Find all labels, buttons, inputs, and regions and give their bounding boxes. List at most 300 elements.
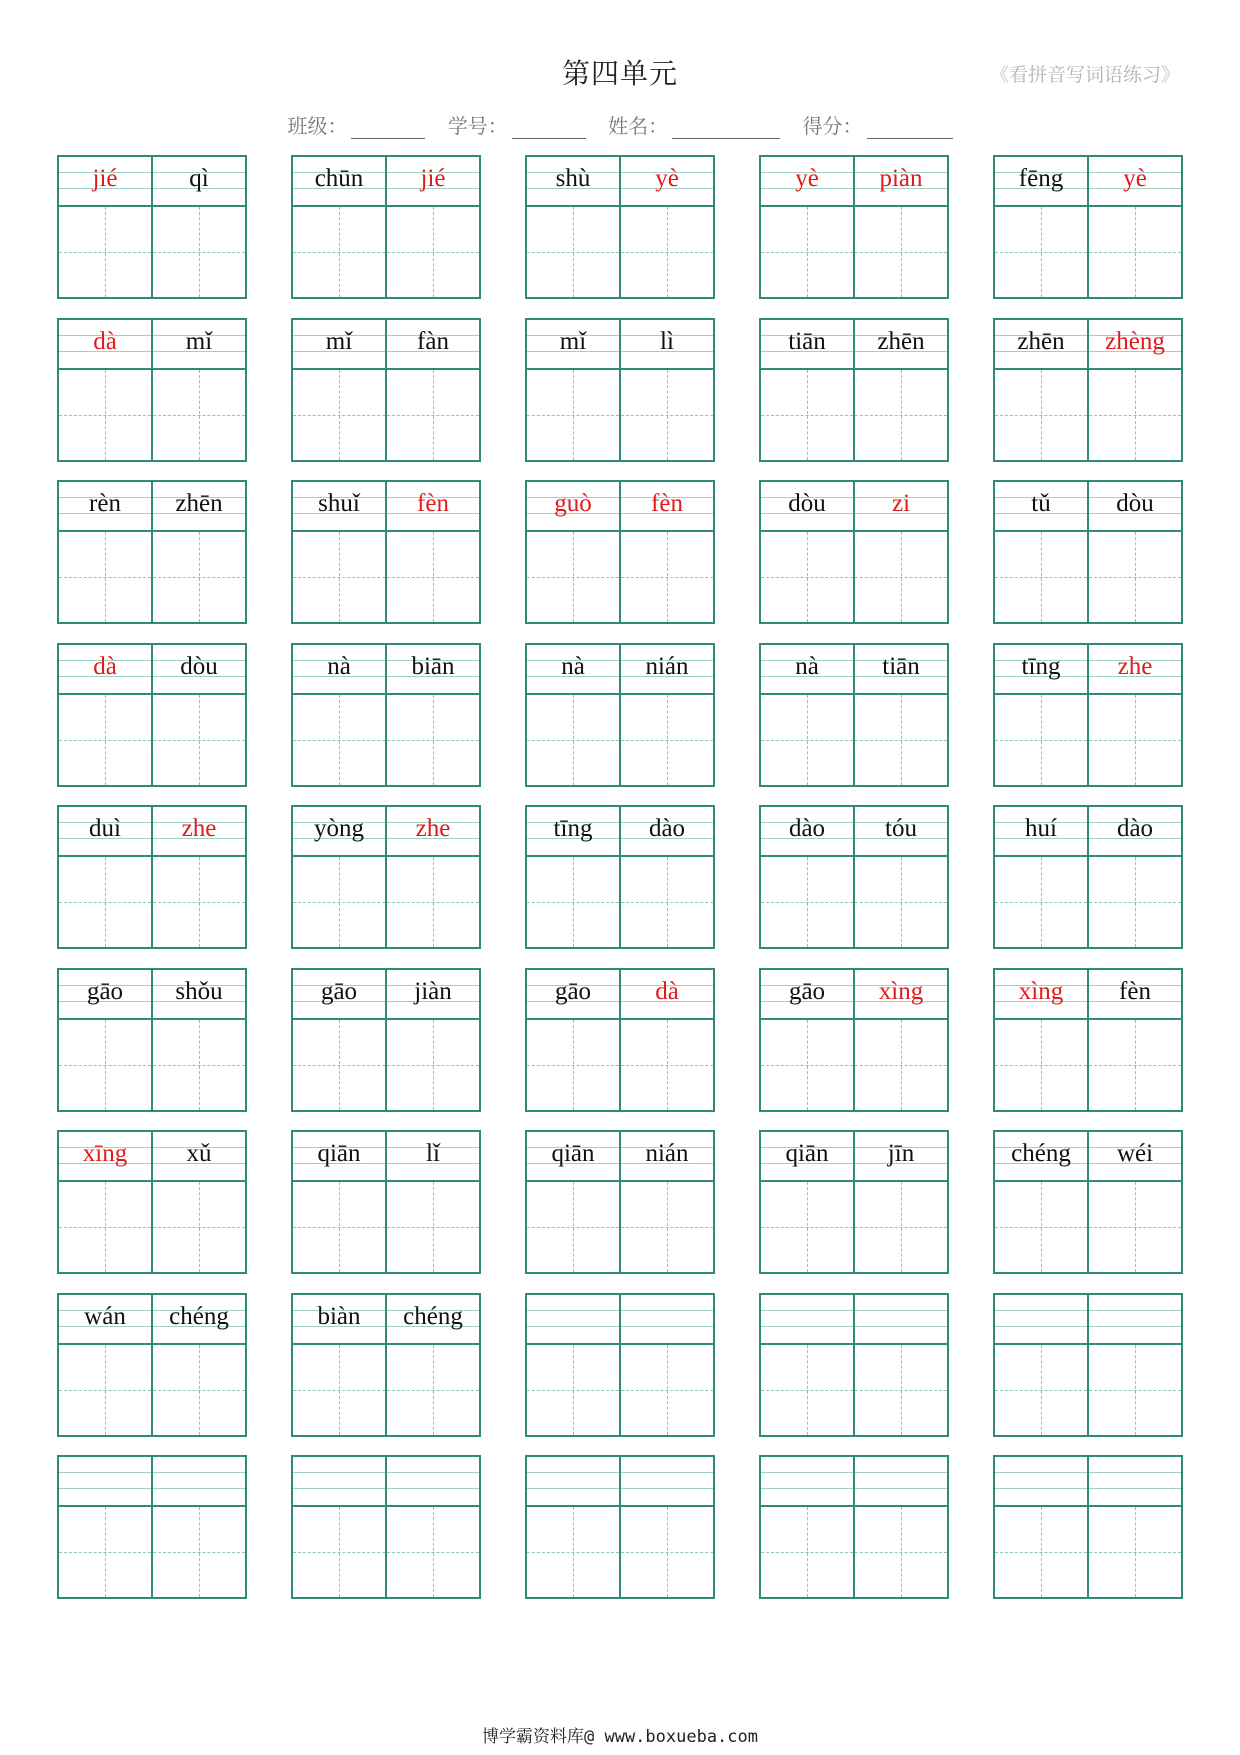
pinyin-band [59, 1132, 245, 1182]
pinyin-syllable [293, 1132, 385, 1180]
pinyin-syllable [761, 1132, 853, 1180]
pinyin-syllable [527, 1295, 619, 1343]
pinyin-text: shuǐ [318, 490, 360, 517]
character-writing-box[interactable] [853, 1020, 947, 1110]
name-field[interactable] [608, 110, 780, 139]
pinyin-text: yè [655, 165, 679, 192]
pinyin-writing-grid [57, 155, 1183, 1599]
pinyin-text: nà [327, 652, 351, 680]
character-writing-box[interactable] [995, 857, 1087, 947]
pinyin-text: tīng [553, 815, 593, 842]
word-cell [525, 1130, 715, 1274]
character-band [995, 857, 1181, 947]
student-number-field[interactable] [448, 110, 586, 139]
character-writing-box[interactable] [59, 857, 151, 947]
pinyin-band [527, 1132, 713, 1182]
pinyin-syllable [853, 807, 947, 855]
pinyin-text: dào [788, 815, 826, 842]
pinyin-text: duì [89, 815, 121, 842]
class-blank[interactable] [351, 118, 425, 139]
pinyin-band [59, 970, 245, 1020]
character-writing-box[interactable] [151, 370, 245, 460]
name-blank[interactable] [672, 118, 780, 139]
character-writing-box[interactable] [293, 532, 385, 622]
pinyin-band [995, 645, 1181, 695]
word-cell [759, 480, 949, 624]
character-writing-box[interactable] [761, 1020, 853, 1110]
pinyin-syllable [619, 482, 713, 530]
word-cell [759, 1455, 949, 1599]
pinyin-syllable [385, 1457, 479, 1505]
pinyin-band [995, 1457, 1181, 1507]
word-cell [993, 1293, 1183, 1437]
character-writing-box[interactable] [385, 695, 479, 785]
pinyin-syllable [995, 1457, 1087, 1505]
character-writing-box[interactable] [1087, 1345, 1181, 1435]
footer-watermark: 博学霸资料库@ www.boxueba.com [482, 1727, 758, 1747]
pinyin-text: fēng [1018, 165, 1064, 192]
pinyin-band [293, 1295, 479, 1345]
pinyin-text: tīng [1021, 652, 1061, 680]
pinyin-syllable [293, 807, 385, 855]
character-writing-box[interactable] [853, 370, 947, 460]
word-cell [57, 968, 247, 1112]
character-writing-box[interactable] [59, 1507, 151, 1597]
pinyin-band [995, 1295, 1181, 1345]
word-cell [291, 1293, 481, 1437]
character-writing-box[interactable] [59, 370, 151, 460]
character-writing-box[interactable] [293, 370, 385, 460]
pinyin-syllable [293, 1295, 385, 1343]
pinyin-text: fèn [1119, 977, 1151, 1005]
character-writing-box[interactable] [619, 1182, 713, 1272]
character-writing-box[interactable] [385, 1345, 479, 1435]
pinyin-text: dào [648, 815, 686, 842]
character-writing-box[interactable] [853, 207, 947, 297]
pinyin-band [761, 1295, 947, 1345]
word-cell [525, 968, 715, 1112]
character-band [527, 1345, 713, 1435]
character-band [527, 1182, 713, 1272]
character-band [527, 695, 713, 785]
pinyin-text: zhe [181, 815, 217, 842]
character-writing-box[interactable] [761, 370, 853, 460]
pinyin-text: jié [92, 165, 118, 192]
character-writing-box[interactable] [761, 207, 853, 297]
pinyin-syllable [151, 320, 245, 368]
word-cell [57, 480, 247, 624]
pinyin-band [995, 970, 1181, 1020]
pinyin-band [527, 157, 713, 207]
word-cell [291, 1130, 481, 1274]
character-writing-box[interactable] [151, 1182, 245, 1272]
pinyin-text: mǐ [185, 327, 213, 355]
pinyin-syllable [1087, 970, 1181, 1018]
character-writing-box[interactable] [853, 695, 947, 785]
pinyin-syllable [761, 1295, 853, 1343]
character-writing-box[interactable] [995, 1182, 1087, 1272]
character-writing-box[interactable] [853, 1182, 947, 1272]
character-band [995, 370, 1181, 460]
pinyin-text: biàn [317, 1302, 361, 1330]
score-label: 得分： [802, 114, 863, 138]
character-writing-box[interactable] [151, 1507, 245, 1597]
character-writing-box[interactable] [293, 1020, 385, 1110]
pinyin-band [527, 482, 713, 532]
character-writing-box[interactable] [1087, 695, 1181, 785]
character-writing-box[interactable] [151, 1020, 245, 1110]
pinyin-syllable [59, 482, 151, 530]
character-band [761, 532, 947, 622]
character-band [761, 857, 947, 947]
word-cell [57, 805, 247, 949]
pinyin-text: tóu [885, 815, 917, 842]
character-writing-box[interactable] [995, 207, 1087, 297]
character-writing-box[interactable] [527, 370, 619, 460]
character-writing-box[interactable] [1087, 857, 1181, 947]
character-band [761, 695, 947, 785]
character-writing-box[interactable] [527, 1020, 619, 1110]
pinyin-syllable [151, 1295, 245, 1343]
character-writing-box[interactable] [1087, 1507, 1181, 1597]
pinyin-syllable [527, 807, 619, 855]
pinyin-syllable [995, 1132, 1087, 1180]
pinyin-text: gāo [320, 977, 358, 1005]
character-band [761, 370, 947, 460]
character-band [59, 370, 245, 460]
word-cell [993, 1130, 1183, 1274]
pinyin-text: tiān [882, 652, 920, 680]
character-writing-box[interactable] [151, 532, 245, 622]
character-writing-box[interactable] [527, 1182, 619, 1272]
character-writing-box[interactable] [527, 532, 619, 622]
character-writing-box[interactable] [59, 1020, 151, 1110]
pinyin-syllable [527, 320, 619, 368]
character-band [293, 207, 479, 297]
character-band [995, 532, 1181, 622]
pinyin-text: zhēn [1017, 327, 1065, 355]
pinyin-syllable [527, 482, 619, 530]
character-writing-box[interactable] [385, 207, 479, 297]
pinyin-text: wán [84, 1302, 126, 1330]
page-title: 第四单元 [561, 57, 678, 90]
character-writing-box[interactable] [59, 1182, 151, 1272]
pinyin-text: tǔ [1031, 490, 1051, 517]
word-cell [993, 480, 1183, 624]
character-writing-box[interactable] [853, 1345, 947, 1435]
pinyin-syllable [293, 157, 385, 205]
character-writing-box[interactable] [59, 532, 151, 622]
pinyin-syllable [385, 645, 479, 693]
pinyin-syllable [853, 320, 947, 368]
character-writing-box[interactable] [995, 1020, 1087, 1110]
character-writing-box[interactable] [619, 207, 713, 297]
character-writing-box[interactable] [151, 857, 245, 947]
pinyin-band [293, 320, 479, 370]
pinyin-syllable [527, 1132, 619, 1180]
character-writing-box[interactable] [151, 207, 245, 297]
word-cell [57, 318, 247, 462]
pinyin-syllable [995, 1295, 1087, 1343]
character-writing-box[interactable] [293, 1345, 385, 1435]
character-writing-box[interactable] [293, 1182, 385, 1272]
pinyin-syllable [619, 1295, 713, 1343]
character-writing-box[interactable] [619, 370, 713, 460]
character-writing-box[interactable] [527, 1507, 619, 1597]
word-cell [993, 805, 1183, 949]
character-writing-box[interactable] [619, 1345, 713, 1435]
character-writing-box[interactable] [59, 207, 151, 297]
character-writing-box[interactable] [385, 370, 479, 460]
word-cell [525, 643, 715, 787]
pinyin-band [527, 807, 713, 857]
character-writing-box[interactable] [527, 207, 619, 297]
character-writing-box[interactable] [385, 1182, 479, 1272]
character-writing-box[interactable] [385, 1020, 479, 1110]
pinyin-syllable [761, 1457, 853, 1505]
pinyin-text: mǐ [325, 327, 353, 355]
pinyin-band [59, 807, 245, 857]
character-band [59, 532, 245, 622]
character-writing-box[interactable] [59, 1345, 151, 1435]
score-field[interactable] [803, 110, 953, 139]
pinyin-text: zhēn [175, 490, 223, 517]
pinyin-syllable [151, 482, 245, 530]
pinyin-syllable [619, 320, 713, 368]
character-band [995, 207, 1181, 297]
pinyin-syllable [619, 157, 713, 205]
pinyin-band [995, 482, 1181, 532]
pinyin-syllable [761, 970, 853, 1018]
pinyin-text: jiàn [414, 977, 452, 1005]
character-writing-box[interactable] [59, 695, 151, 785]
character-writing-box[interactable] [853, 1507, 947, 1597]
pinyin-text: shǒu [175, 977, 223, 1005]
pinyin-syllable [853, 482, 947, 530]
pinyin-syllable [853, 970, 947, 1018]
pinyin-band [527, 645, 713, 695]
pinyin-text: piàn [879, 165, 923, 192]
word-cell [57, 1293, 247, 1437]
word-cell [759, 805, 949, 949]
character-writing-box[interactable] [385, 857, 479, 947]
character-writing-box[interactable] [995, 532, 1087, 622]
pinyin-syllable [995, 807, 1087, 855]
word-cell [57, 155, 247, 299]
character-writing-box[interactable] [995, 1507, 1087, 1597]
character-writing-box[interactable] [1087, 1182, 1181, 1272]
pinyin-syllable [59, 1457, 151, 1505]
pinyin-band [59, 157, 245, 207]
grid-row [57, 643, 1183, 787]
word-cell [993, 968, 1183, 1112]
pinyin-text: qiān [785, 1140, 829, 1167]
pinyin-band [59, 1457, 245, 1507]
pinyin-text: dà [655, 977, 679, 1005]
student-info-line [0, 110, 1240, 139]
pinyin-text: gāo [86, 977, 124, 1005]
word-cell [291, 155, 481, 299]
character-writing-box[interactable] [527, 695, 619, 785]
character-writing-box[interactable] [853, 532, 947, 622]
pinyin-band [527, 1295, 713, 1345]
pinyin-syllable [527, 645, 619, 693]
pinyin-band [527, 320, 713, 370]
character-band [59, 1507, 245, 1597]
pinyin-band [761, 1457, 947, 1507]
pinyin-text: xìng [1018, 977, 1064, 1005]
student-number-blank[interactable] [512, 118, 586, 139]
pinyin-syllable [619, 807, 713, 855]
word-cell [291, 968, 481, 1112]
character-writing-box[interactable] [293, 695, 385, 785]
character-writing-box[interactable] [761, 1182, 853, 1272]
word-cell [993, 155, 1183, 299]
pinyin-text: dòu [1116, 490, 1154, 517]
class-field[interactable] [287, 110, 425, 139]
word-cell [525, 1293, 715, 1437]
character-writing-box[interactable] [293, 1507, 385, 1597]
grid-row [57, 968, 1183, 1112]
character-writing-box[interactable] [151, 695, 245, 785]
character-writing-box[interactable] [995, 1345, 1087, 1435]
pinyin-text: dà [93, 327, 117, 355]
word-cell [759, 155, 949, 299]
pinyin-syllable [995, 482, 1087, 530]
character-band [59, 695, 245, 785]
pinyin-syllable [853, 1457, 947, 1505]
character-band [761, 207, 947, 297]
pinyin-band [527, 1457, 713, 1507]
character-band [59, 1182, 245, 1272]
pinyin-syllable [1087, 1457, 1181, 1505]
pinyin-syllable [385, 970, 479, 1018]
word-cell [525, 480, 715, 624]
pinyin-text: dào [1116, 815, 1154, 842]
character-writing-box[interactable] [527, 1345, 619, 1435]
word-cell [759, 318, 949, 462]
pinyin-syllable [59, 645, 151, 693]
pinyin-text: zhēn [877, 327, 925, 355]
word-cell [525, 318, 715, 462]
character-writing-box[interactable] [151, 1345, 245, 1435]
character-writing-box[interactable] [761, 1507, 853, 1597]
pinyin-text: chéng [169, 1302, 229, 1330]
character-writing-box[interactable] [385, 532, 479, 622]
pinyin-syllable [293, 482, 385, 530]
word-cell [57, 1130, 247, 1274]
pinyin-syllable [619, 1457, 713, 1505]
pinyin-text: nà [561, 652, 585, 680]
pinyin-syllable [385, 320, 479, 368]
pinyin-text: biān [411, 652, 455, 680]
character-writing-box[interactable] [619, 695, 713, 785]
pinyin-syllable [59, 970, 151, 1018]
character-writing-box[interactable] [995, 695, 1087, 785]
character-writing-box[interactable] [1087, 1020, 1181, 1110]
pinyin-band [995, 1132, 1181, 1182]
pinyin-text: dòu [180, 652, 218, 680]
word-cell [525, 155, 715, 299]
pinyin-band [761, 157, 947, 207]
pinyin-band [995, 807, 1181, 857]
character-band [293, 695, 479, 785]
pinyin-text: jié [420, 165, 446, 192]
character-writing-box[interactable] [995, 370, 1087, 460]
character-writing-box[interactable] [293, 857, 385, 947]
character-writing-box[interactable] [853, 857, 947, 947]
pinyin-syllable [1087, 1132, 1181, 1180]
pinyin-text: chéng [1011, 1140, 1071, 1167]
character-writing-box[interactable] [619, 532, 713, 622]
pinyin-band [293, 1132, 479, 1182]
pinyin-text: xìng [878, 977, 924, 1005]
character-band [59, 1020, 245, 1110]
pinyin-text: tiān [788, 327, 826, 355]
character-writing-box[interactable] [761, 695, 853, 785]
character-band [527, 207, 713, 297]
pinyin-text: yòng [314, 815, 364, 842]
character-writing-box[interactable] [385, 1507, 479, 1597]
grid-row [57, 480, 1183, 624]
character-writing-box[interactable] [761, 1345, 853, 1435]
pinyin-syllable [853, 1132, 947, 1180]
character-writing-box[interactable] [761, 857, 853, 947]
pinyin-text: xīng [82, 1140, 128, 1167]
word-cell [525, 805, 715, 949]
word-cell [759, 968, 949, 1112]
character-band [293, 857, 479, 947]
pinyin-syllable [1087, 482, 1181, 530]
pinyin-syllable [619, 645, 713, 693]
pinyin-syllable [151, 970, 245, 1018]
character-writing-box[interactable] [619, 1020, 713, 1110]
character-writing-box[interactable] [1087, 207, 1181, 297]
character-band [293, 1182, 479, 1272]
pinyin-syllable [385, 807, 479, 855]
character-writing-box[interactable] [1087, 532, 1181, 622]
character-band [293, 370, 479, 460]
character-writing-box[interactable] [761, 532, 853, 622]
character-writing-box[interactable] [293, 207, 385, 297]
character-writing-box[interactable] [1087, 370, 1181, 460]
pinyin-syllable [761, 320, 853, 368]
pinyin-text: zhe [415, 815, 451, 842]
pinyin-text: qì [189, 165, 209, 192]
character-writing-box[interactable] [619, 857, 713, 947]
pinyin-syllable [761, 157, 853, 205]
pinyin-text: gāo [554, 977, 592, 1005]
pinyin-syllable [995, 645, 1087, 693]
character-band [527, 370, 713, 460]
pinyin-band [293, 482, 479, 532]
character-writing-box[interactable] [527, 857, 619, 947]
score-blank[interactable] [867, 118, 953, 139]
pinyin-syllable [59, 1295, 151, 1343]
word-cell [759, 643, 949, 787]
pinyin-band [293, 1457, 479, 1507]
pinyin-band [527, 970, 713, 1020]
pinyin-text: nián [645, 1140, 689, 1167]
pinyin-syllable [619, 1132, 713, 1180]
pinyin-text: rèn [89, 490, 121, 517]
pinyin-band [761, 482, 947, 532]
word-cell [525, 1455, 715, 1599]
pinyin-text: zhe [1117, 652, 1153, 680]
character-band [995, 1182, 1181, 1272]
pinyin-text: guò [554, 490, 592, 517]
character-writing-box[interactable] [619, 1507, 713, 1597]
